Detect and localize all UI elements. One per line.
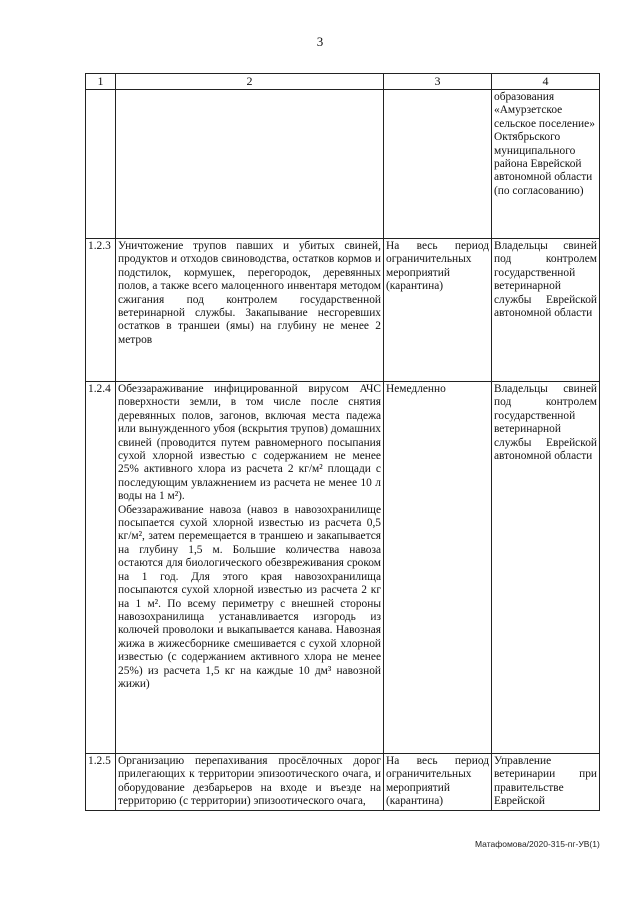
measures-table — [85, 73, 600, 811]
table-row — [86, 754, 600, 811]
row-number: 1.2.4 — [86, 382, 116, 754]
row-period — [384, 90, 492, 239]
row-period: На весь период ограничительных мероприятий (карантина) — [384, 754, 492, 811]
table-row — [86, 90, 600, 239]
row-period: На весь период ограничительных мероприятий (карантина) — [384, 239, 492, 382]
row-action: Уничтожение трупов павших и убитых свиней, продуктов и отходов свиноводства, остатков кормов и подстилок, кормушек, перегородок, деревянных полов, а также всего малоценного инвентаря методом сжигания под контролем государственной ветеринарной службы. Закапывание несгоревших остатков в траншеи (ямы) на глубину не менее 2 метров — [116, 239, 384, 382]
column-header-4: 4 — [492, 74, 600, 90]
action-paragraph: Обеззараживание инфицированной вирусом АЧС поверхности земли, в том числе после снятия деревянных полов, загонов, включая места падежа или вынужденного убоя (вскрытия трупов) домашних свиней (проводится путем равномерного посыпания сухой хлорной известью с содержанием не менее 25% активного хлора из расчета 2 кг/м² площади с последующим увлажнением из расчета не менее 10 л воды на 1 м²). — [118, 383, 381, 503]
row-responsible: Управление ветеринарии при правительстве Еврейской — [492, 754, 600, 811]
row-action: Организацию перепахивания просёлочных дорог прилегающих к территории эпизоотического очага, и оборудование дезбарьеров на входе и въезде на территорию (с территории) эпизоотического очага, — [116, 754, 384, 811]
page-number: 3 — [316, 34, 324, 49]
row-action — [116, 382, 384, 754]
row-number: 1.2.5 — [86, 754, 116, 811]
row-action — [116, 90, 384, 239]
row-responsible: образования «Амурзетское сельское поселение» Октябрьского муниципального района Еврейской автономной области (по согласованию) — [492, 90, 600, 239]
document-footer: Матафомова/2020-315-пг-УВ(1) — [475, 839, 600, 849]
column-header-2: 2 — [116, 74, 384, 90]
row-period: Немедленно — [384, 382, 492, 754]
column-header-1: 1 — [86, 74, 116, 90]
row-number: 1.2.3 — [86, 239, 116, 382]
table-header-row — [86, 74, 600, 90]
action-paragraph: Обеззараживание навоза (навоз в навозохранилище посыпается сухой хлорной известью из расчета 0,5 кг/м², затем перемещается в траншею и закапывается на глубину 1,5 м. Большие количества навоза остаются для биологического обезвреживания сроком на 1 год. Для этого края навозохранилища посыпаются сухой хлорной известью из расчета 2 кг на 1 м². По всему периметру с внешней стороны навозохранилища устанавливается изгородь из колючей проволоки и выкапывается канава. Навозная жижа в жижесборнике смешивается с сухой хлорной известью (с содержанием активного хлора не менее 25%) из расчета 1,5 кг на каждые 10 дм³ навозной жижи) — [118, 503, 381, 690]
column-header-3: 3 — [384, 74, 492, 90]
row-responsible: Владельцы свиней под контролем государственной ветеринарной службы Еврейской автономной области — [492, 382, 600, 754]
table-row — [86, 382, 600, 754]
row-number — [86, 90, 116, 239]
row-responsible: Владельцы свиней под контролем государственной ветеринарной службы Еврейской автономной области — [492, 239, 600, 382]
table-row — [86, 239, 600, 382]
